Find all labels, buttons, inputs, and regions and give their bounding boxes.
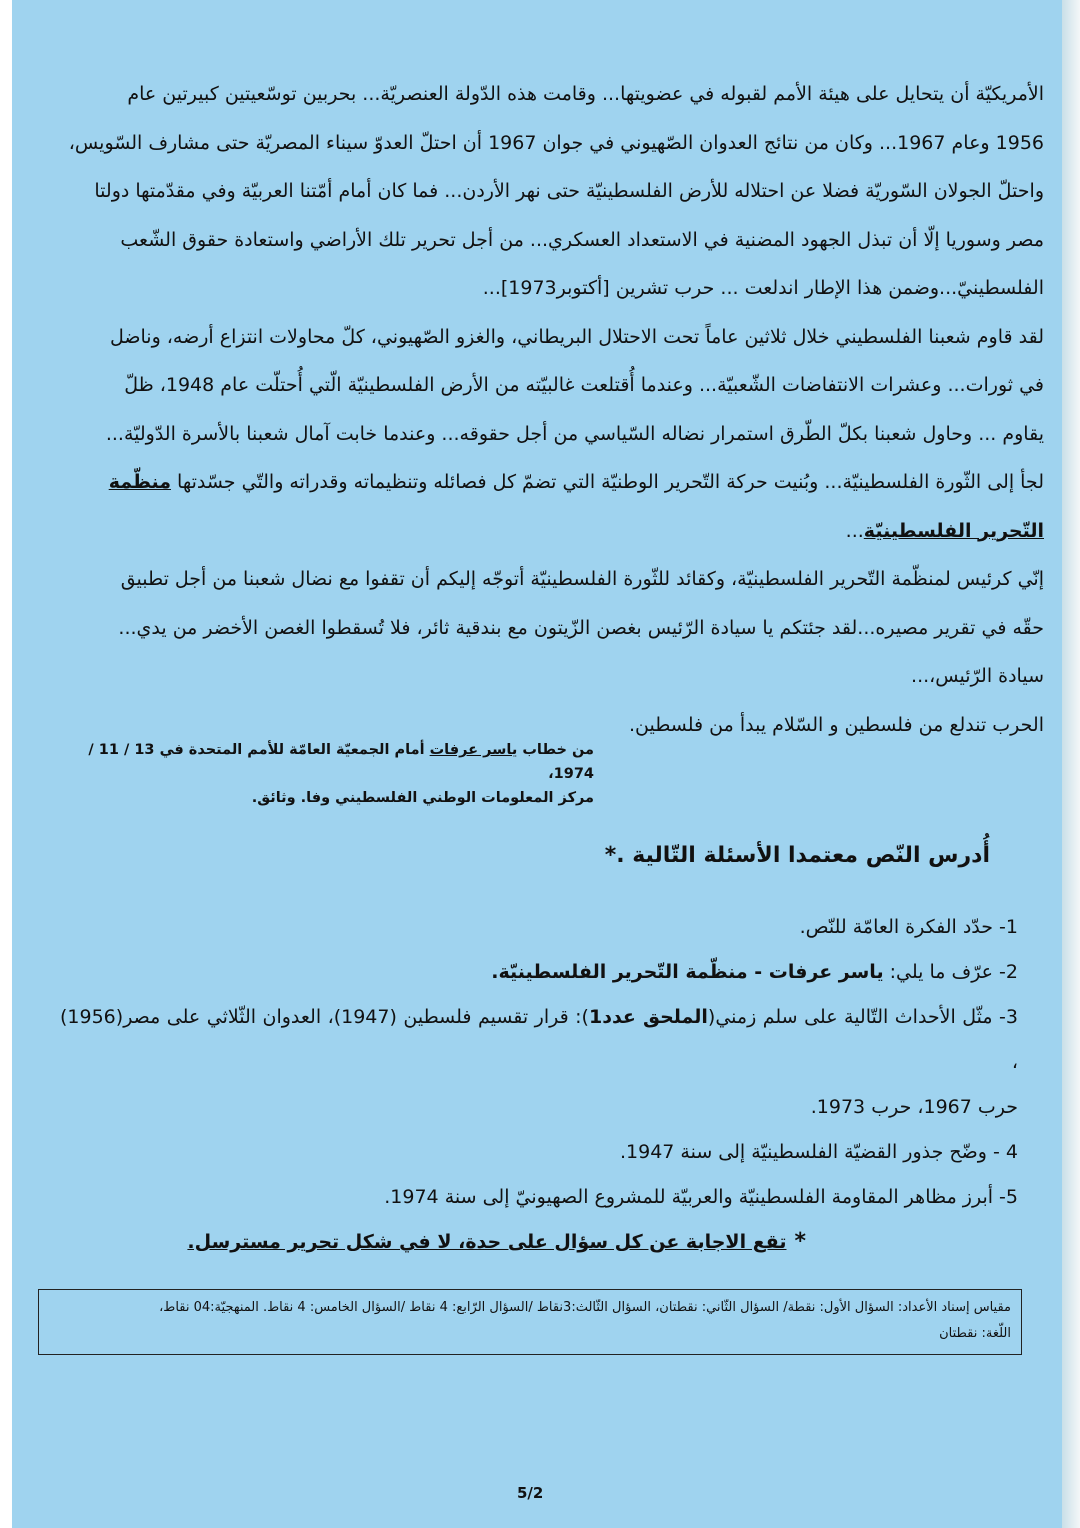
- answer-note-text: تقع الاجابة عن كل سؤال على حدة، لا في شكل تحرير مسترسل.: [187, 1231, 787, 1253]
- question-3: 3- مثّل الأحداث التّالية على سلم زمني(الملحق عدد1): قرار تقسيم فلسطين (1947)، العدوان الثّلاثي على مصر(1956) ،: [60, 1006, 1018, 1073]
- passage: [30, 70, 1044, 749]
- question-4: 4 - وضّح جذور القضيّة الفلسطينيّة إلى سنة 1947.: [619, 1141, 1018, 1163]
- source-author: ياسر عرفات: [429, 742, 518, 758]
- passage-line: واحتلّ الجولان السّوريّة فضلا عن احتلاله للأرض الفلسطينيّة حتى نهر الأردن... فما كان أمام أمّتنا العربيّة وفي مقدّمتها دولتا: [94, 180, 1044, 202]
- passage-line: الأمريكيّة أن يتحايل على هيئة الأمم لقبوله في عضويتها... وقامت هذه الدّولة العنصريّة... بحربين توسّعيتين كبيرتين عام: [127, 83, 1044, 105]
- source-line-1: من خطاب ياسر عرفات أمام الجمعيّة العامّة للأمم المتحدة في 13 / 11 / 1974،: [88, 742, 594, 782]
- passage-line: الفلسطينيّ...وضمن هذا الإطار اندلعت ... حرب تشرين [أكتوبر1973]...: [482, 277, 1044, 299]
- question-2-terms: ياسر عرفات - منظّمة التّحرير الفلسطينيّة.: [491, 961, 884, 983]
- answer-note: [187, 1224, 806, 1260]
- source-line-2: مركز المعلومات الوطني الفلسطيني وفا. وثائق.: [251, 790, 594, 806]
- grading-scale-box: [38, 1289, 1022, 1355]
- grading-scale-line-1: مقياس إسناد الأعداد: السؤال الأول: نقطة/ السؤال الثّاني: نقطتان، السؤال الثّالث:3نقاط /السؤال الرّابع: 4 نقاط /السؤال الخامس: 4 نقاط. المنهجيّة:04 نقاط،: [159, 1300, 1011, 1315]
- question-5: 5- أبرز مظاهر المقاومة الفلسطينيّة والعربيّة للمشروع الصهيونيّ إلى سنة 1974.: [384, 1186, 1018, 1208]
- passage-line: حقّه في تقرير مصيره...لقد جئتكم يا سيادة الرّئيس بغصن الزّيتون مع بندقية ثائر، فلا تُسقطوا الغصن الأخضر من يدي...: [118, 616, 1044, 639]
- passage-line: إنّي كرئيس لمنظّمة التّحرير الفلسطينيّة، وكقائد للثّورة الفلسطينيّة أتوجّه إليكم أن تقفوا مع نضال شعبنا من أجل تطبيق: [120, 568, 1044, 590]
- question-2: 2- عرّف ما يلي: ياسر عرفات - منظّمة التّحرير الفلسطينيّة.: [491, 961, 1018, 983]
- page-edge: [1062, 0, 1080, 1528]
- questions-list: [60, 905, 1018, 1220]
- passage-line: الحرب تندلع من فلسطين و السّلام يبدأ من فلسطين.: [628, 713, 1044, 736]
- passage-text: لجأ إلى الثّورة الفلسطينيّة... وبُنيت حركة التّحرير الوطنيّة التي تضمّ كل فصائله وتنظيماته وقدراته والتّي جسّدتها: [177, 471, 1044, 493]
- plo-term: التّحرير الفلسطينيّة: [863, 519, 1044, 542]
- question-3-cont: حرب 1967، حرب 1973.: [810, 1096, 1018, 1118]
- passage-line: سيادة الرّئيس،...: [911, 665, 1044, 687]
- passage-line: لقد قاوم شعبنا الفلسطيني خلال ثلاثين عاماً تحت الاحتلال البريطاني، والغزو الصّهيوني، كلّ محاولات انتزاع أرضه، وناضل: [109, 325, 1044, 348]
- page-number: 5/2: [517, 1484, 544, 1502]
- star-mark: *: [794, 1229, 806, 1254]
- question-1: 1- حدّد الفكرة العامّة للنّص.: [799, 916, 1018, 938]
- passage-line: [30, 507, 1044, 556]
- passage-line: [30, 458, 1044, 507]
- ellipsis: ...: [845, 519, 864, 542]
- passage-line: 1956 وعام 1967... وكان من نتائج العدوان الصّهيوني في جوان 1967 أن احتلّ العدوّ سيناء المصريّة حتى مشارف السّويس،: [68, 131, 1044, 154]
- annex-ref: الملحق عدد1: [588, 1006, 708, 1028]
- passage-line: في ثورات... وعشرات الانتفاضات الشّعبيّة... وعندما أُقتلعت غالبيّته من الأرض الفلسطينيّة الّتي أُحتلّت عام 1948، ظلّ: [124, 374, 1044, 396]
- passage-line: مصر وسوريا إلّا أن تبذل الجهود المضنية في الاستعداد العسكري... من أجل تحرير تلك الأراضي واستعادة حقوق الشّعب: [120, 228, 1044, 251]
- grading-scale-line-2: اللّغة: نقطتان: [939, 1326, 1011, 1341]
- plo-term: منظّمة: [108, 471, 171, 493]
- passage-line: يقاوم ... وحاول شعبنا بكلّ الطّرق استمرار نضاله السّياسي من أجل حقوقه... وعندما خابت آمال شعبنا بالأسرة الدّوليّة...: [105, 422, 1044, 445]
- questions-heading: أُدرس النّص معتمدا الأسئلة التّالية .*: [604, 843, 990, 868]
- source-citation: [74, 738, 594, 810]
